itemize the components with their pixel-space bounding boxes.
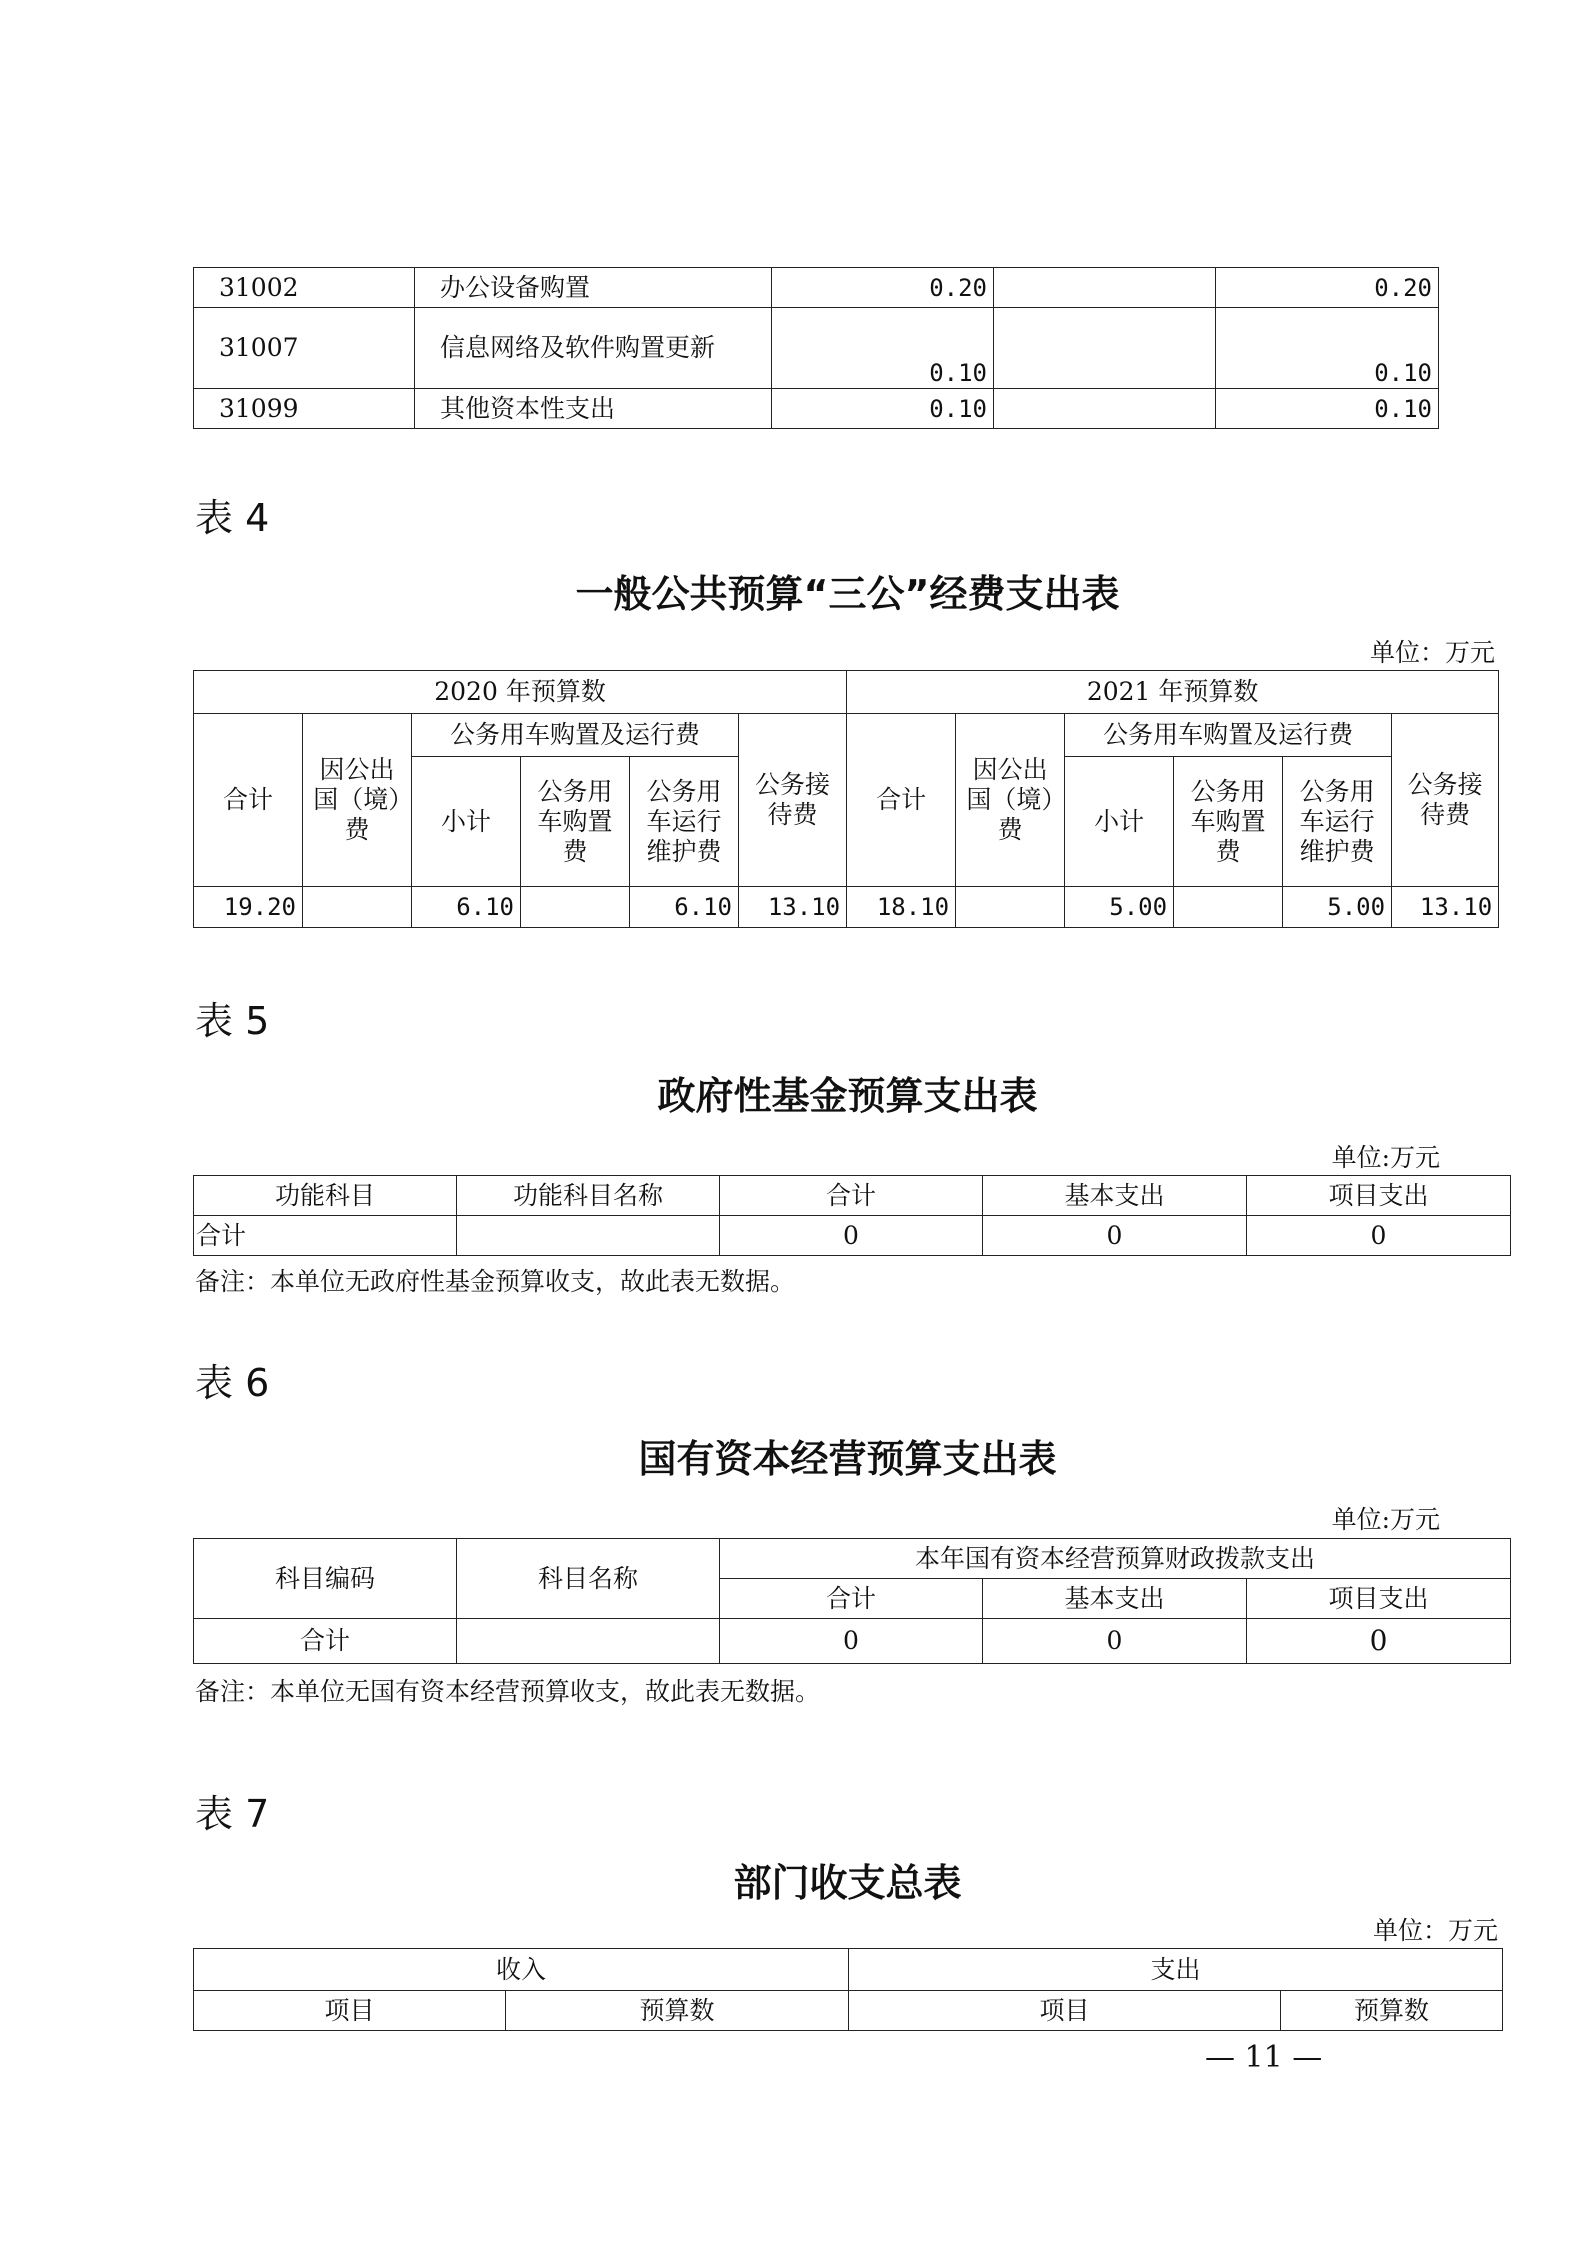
cell-basic	[994, 308, 1216, 389]
header-func-code: 功能科目	[194, 1176, 457, 1216]
header-total: 合计	[720, 1176, 983, 1216]
page-number: — 11 —	[1205, 2040, 1323, 2075]
header-expense-budget: 预算数	[1281, 1991, 1503, 2031]
header-car-group: 公务用车购置及运行费	[1065, 714, 1392, 757]
header-car-purchase: 公务用车购置费	[1174, 757, 1283, 887]
header-name: 科目名称	[457, 1539, 720, 1619]
cell-2021-total: 18.10	[847, 887, 956, 928]
cell-name: 其他资本性支出	[415, 389, 772, 429]
cell-project: 0	[1247, 1216, 1511, 1256]
table7-unit: 单位：万元	[1372, 1916, 1498, 1945]
table6-unit: 单位:万元	[1331, 1505, 1440, 1534]
cell-code: 合计	[194, 1216, 457, 1256]
table-row	[194, 389, 1439, 429]
header-income: 收入	[194, 1949, 849, 1991]
header-basic: 基本支出	[983, 1176, 1247, 1216]
table4	[193, 670, 1499, 928]
table-row	[194, 1949, 1503, 1991]
table-row	[194, 268, 1439, 308]
header-subtotal: 小计	[412, 757, 521, 887]
table7-title: 部门收支总表	[733, 1861, 962, 1905]
header-car-maint: 公务用车运行维护费	[630, 757, 739, 887]
cell-project: 0	[1247, 1619, 1511, 1664]
cell-2020-purchase	[521, 887, 630, 928]
cell-code: 31099	[194, 389, 415, 429]
cell-code: 31002	[194, 268, 415, 308]
table5-title: 政府性基金预算支出表	[657, 1074, 1038, 1118]
header-income-item: 项目	[194, 1991, 506, 2031]
table-row	[194, 887, 1499, 928]
table3-continuation	[193, 267, 1439, 429]
header-reception: 公务接待费	[1392, 714, 1499, 887]
cell-2020-total: 19.20	[194, 887, 303, 928]
cell-2021-purchase	[1174, 887, 1283, 928]
table-row	[194, 1216, 1511, 1256]
cell-2020-abroad	[303, 887, 412, 928]
cell-name	[457, 1619, 720, 1664]
header-total: 合计	[720, 1579, 983, 1619]
table6-note: 备注：本单位无国有资本经营预算收支，故此表无数据。	[195, 1677, 821, 1706]
cell-basic: 0	[983, 1216, 1247, 1256]
header-reception: 公务接待费	[739, 714, 847, 887]
header-basic: 基本支出	[983, 1579, 1247, 1619]
cell-2020-subtotal: 6.10	[412, 887, 521, 928]
table4-label: 表 4	[195, 496, 270, 540]
cell-total: 0	[720, 1619, 983, 1664]
header-subtotal: 小计	[1065, 757, 1174, 887]
cell-2021-reception: 13.10	[1392, 887, 1499, 928]
table-row	[194, 1176, 1511, 1216]
cell-basic	[994, 268, 1216, 308]
header-car-group: 公务用车购置及运行费	[412, 714, 739, 757]
table-row	[194, 308, 1439, 389]
header-expense-item: 项目	[849, 1991, 1281, 2031]
cell-name	[457, 1216, 720, 1256]
table7	[193, 1948, 1503, 2031]
cell-code: 合计	[194, 1619, 457, 1664]
cell-project: 0.20	[1216, 268, 1439, 308]
cell-code: 31007	[194, 308, 415, 389]
header-car-maint: 公务用车运行维护费	[1283, 757, 1392, 887]
table5-label: 表 5	[195, 999, 270, 1043]
table-row	[194, 1619, 1511, 1664]
header-abroad: 因公出国（境）费	[303, 714, 412, 887]
cell-total: 0.20	[772, 268, 994, 308]
table-row	[194, 1991, 1503, 2031]
header-func-name: 功能科目名称	[457, 1176, 720, 1216]
cell-name: 信息网络及软件购置更新	[415, 308, 772, 389]
header-income-budget: 预算数	[506, 1991, 849, 2031]
table-row	[194, 1539, 1511, 1579]
cell-2020-maint: 6.10	[630, 887, 739, 928]
header-total: 合计	[194, 714, 303, 887]
cell-basic	[994, 389, 1216, 429]
table4-title: 一般公共预算“三公”经费支出表	[575, 572, 1120, 616]
header-project: 项目支出	[1247, 1176, 1511, 1216]
table6-title: 国有资本经营预算支出表	[638, 1437, 1057, 1481]
header-group: 本年国有资本经营预算财政拨款支出	[720, 1539, 1511, 1579]
header-project: 项目支出	[1247, 1579, 1511, 1619]
table4-unit: 单位：万元	[1369, 638, 1495, 667]
cell-2021-subtotal: 5.00	[1065, 887, 1174, 928]
header-total: 合计	[847, 714, 956, 887]
cell-project: 0.10	[1216, 308, 1439, 389]
year-2021-header: 2021 年预算数	[847, 671, 1499, 714]
header-code: 科目编码	[194, 1539, 457, 1619]
table5-unit: 单位:万元	[1331, 1143, 1440, 1172]
table7-label: 表 7	[195, 1792, 270, 1836]
cell-total: 0.10	[772, 389, 994, 429]
header-expense: 支出	[849, 1949, 1503, 1991]
table6	[193, 1538, 1511, 1664]
year-2020-header: 2020 年预算数	[194, 671, 847, 714]
header-abroad: 因公出国（境）费	[956, 714, 1065, 887]
cell-2021-maint: 5.00	[1283, 887, 1392, 928]
cell-project: 0.10	[1216, 389, 1439, 429]
table6-label: 表 6	[195, 1361, 270, 1405]
cell-2020-reception: 13.10	[739, 887, 847, 928]
cell-total: 0.10	[772, 308, 994, 389]
table5	[193, 1175, 1511, 1256]
cell-total: 0	[720, 1216, 983, 1256]
table5-note: 备注：本单位无政府性基金预算收支，故此表无数据。	[195, 1267, 796, 1296]
cell-name: 办公设备购置	[415, 268, 772, 308]
header-car-purchase: 公务用车购置费	[521, 757, 630, 887]
table-row	[194, 671, 1499, 714]
cell-2021-abroad	[956, 887, 1065, 928]
cell-basic: 0	[983, 1619, 1247, 1664]
table-row	[194, 714, 1499, 757]
